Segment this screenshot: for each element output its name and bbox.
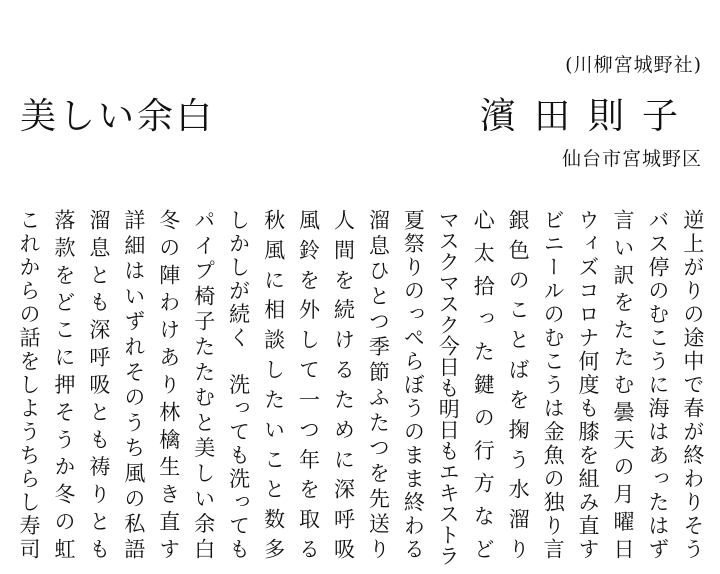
poem-line-17: 詳細はいずれそのうち風の私語 xyxy=(121,209,146,559)
poem-line-6: 銀色のことばを掬う水溜り xyxy=(506,209,531,559)
poem-line-13: 秋風に相談したいこと数多 xyxy=(261,209,286,559)
poem-line-14: しかしが続く 洗っても洗っても xyxy=(226,209,251,559)
poem-line-15: パイプ椅子たたむと美しい余白 xyxy=(191,209,216,559)
author-name: 濱田則子 xyxy=(479,96,696,137)
poem-line-8: マスクマスク今日も明日もエキストラ xyxy=(436,209,461,566)
poem-body xyxy=(16,209,706,569)
poem-line-9: 夏祭りのっぺらぼうのまま終わる xyxy=(401,209,426,559)
source-label: (川柳宮城野社) xyxy=(565,54,702,76)
poem-line-10: 溜息ひとつ季節ふたつを先送り xyxy=(366,209,391,559)
page-title: 美しい余白 xyxy=(20,96,216,137)
poem-line-16: 冬の陣わけあり林檎生き直す xyxy=(156,209,181,559)
author-location: 仙台市宮城野区 xyxy=(561,148,702,170)
poem-line-12: 風鈴を外して一つ年を取る xyxy=(296,209,321,559)
poem-line-20: これからの話をしようちらし寿司 xyxy=(17,209,41,559)
poem-line-3: 言い訳をたたむ曇天の月曜日 xyxy=(610,209,635,559)
poem-line-4: ウィズコロナ何度も膝を組み直す xyxy=(576,209,600,559)
poem-line-11: 人間を続けるために深呼吸 xyxy=(331,209,356,559)
poem-line-18: 溜息とも深呼吸とも祷りとも xyxy=(86,209,111,559)
poem-line-1: 逆上がりの途中で春が終わりそう xyxy=(680,209,705,559)
poem-line-19: 落款をどこに押そうか冬の虹 xyxy=(51,209,76,559)
poem-line-5: ビニールのむこうは金魚の独り言 xyxy=(541,209,566,559)
poem-line-2: バス停のむこうに海はあったはず xyxy=(645,209,670,559)
poem-line-7: 心太拾った鍵の行方など xyxy=(471,209,496,559)
